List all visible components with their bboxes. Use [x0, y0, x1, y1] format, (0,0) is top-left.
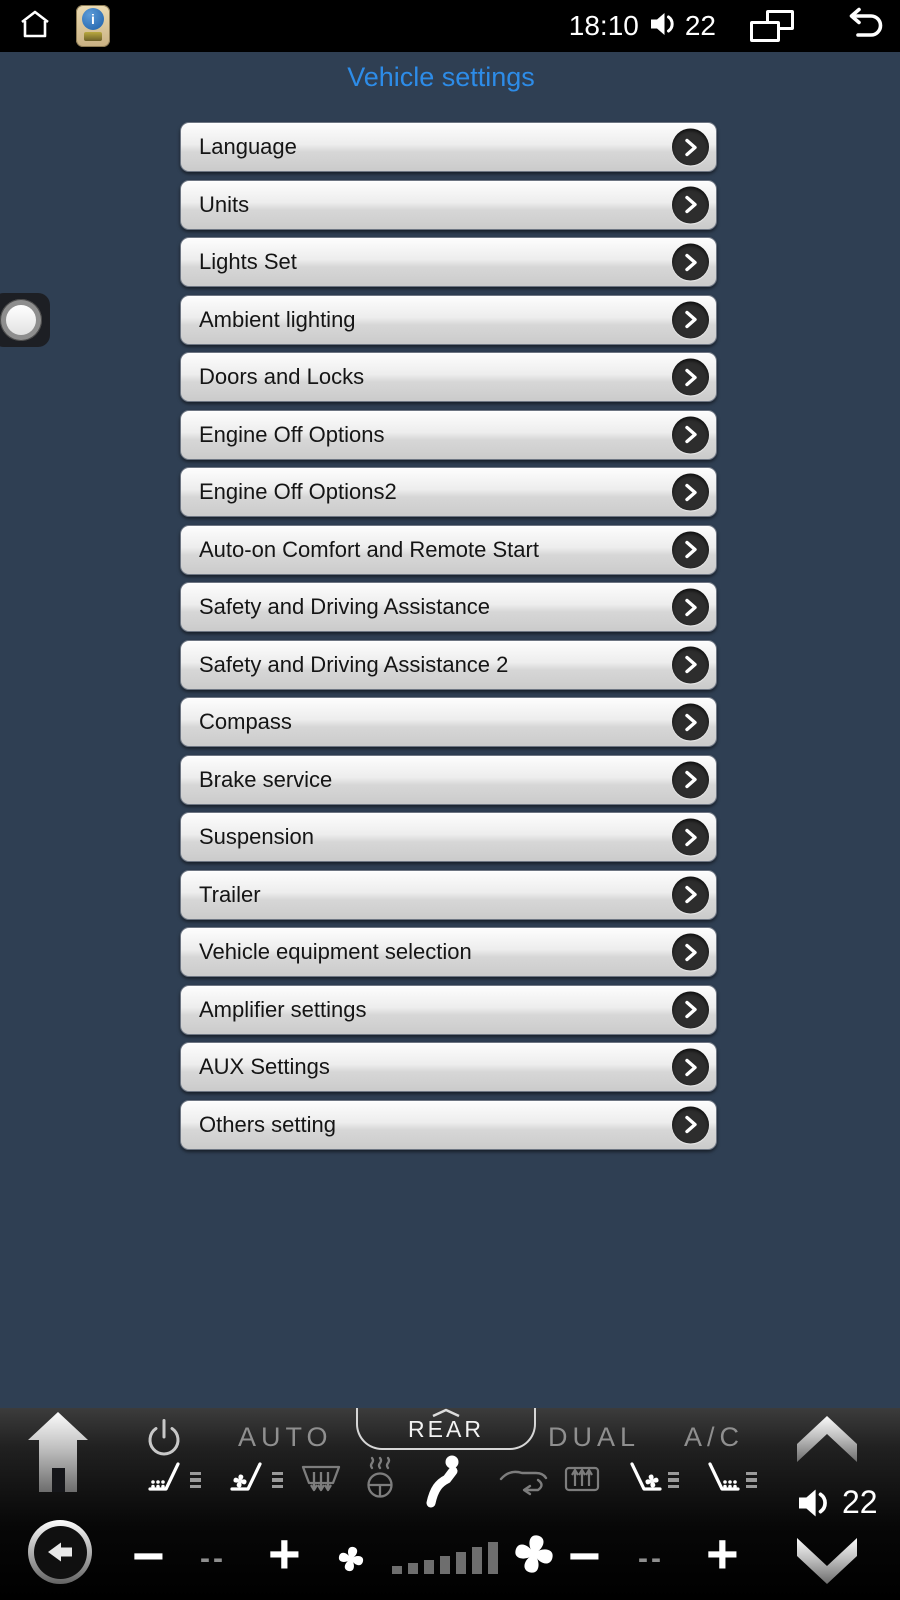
- menu-item[interactable]: [180, 352, 717, 402]
- menu-item[interactable]: [180, 927, 717, 977]
- menu-item[interactable]: [180, 755, 717, 805]
- app-icon-car: [84, 32, 102, 41]
- chevron-right-icon: [672, 416, 709, 453]
- menu-item[interactable]: [180, 1100, 717, 1150]
- front-defrost-button[interactable]: [298, 1464, 344, 1501]
- passenger-temp-down-button[interactable]: −: [568, 1524, 601, 1587]
- menu-item-label: AUX Settings: [199, 1054, 330, 1079]
- menu-item[interactable]: [180, 640, 717, 690]
- menu-item[interactable]: [180, 1042, 717, 1092]
- passenger-vent-level: [668, 1472, 679, 1489]
- recirculation-button[interactable]: [498, 1466, 550, 1503]
- fan-speed-bars: [392, 1534, 498, 1574]
- home-icon[interactable]: [18, 9, 52, 44]
- chevron-right-icon: [672, 359, 709, 396]
- passenger-seat-vent-button[interactable]: [624, 1462, 679, 1498]
- status-bar: [0, 0, 900, 52]
- driver-seat-vent-button[interactable]: [228, 1462, 283, 1498]
- back-button[interactable]: [28, 1520, 92, 1584]
- menu-item[interactable]: [180, 870, 717, 920]
- driver-temp-down-button[interactable]: −: [132, 1524, 165, 1587]
- menu-item-label: Safety and Driving Assistance 2: [199, 651, 509, 677]
- driver-vent-level: [272, 1472, 283, 1489]
- arrow-left-icon: [44, 1537, 76, 1567]
- settings-menu: [180, 122, 717, 1157]
- speaker-icon: [649, 11, 679, 42]
- fan-high-icon[interactable]: [514, 1534, 554, 1579]
- speaker-icon: [796, 1487, 834, 1519]
- chevron-right-icon: [672, 819, 709, 856]
- back-icon[interactable]: [838, 6, 884, 47]
- driver-seat-heat-button[interactable]: [146, 1462, 201, 1498]
- steering-heat-button[interactable]: [360, 1456, 400, 1505]
- chevron-right-icon: [672, 474, 709, 511]
- rear-button[interactable]: [356, 1408, 536, 1450]
- menu-item[interactable]: [180, 582, 717, 632]
- menu-item-label: Brake service: [199, 766, 333, 792]
- chevron-down-button[interactable]: [794, 1532, 860, 1595]
- menu-item-label: Compass: [199, 709, 292, 734]
- status-volume-value: 22: [684, 10, 716, 41]
- chevron-right-icon: [672, 704, 709, 741]
- menu-item-label: Auto-on Comfort and Remote Start: [199, 536, 539, 562]
- assist-ring: [0, 299, 42, 341]
- volume-indicator: [796, 1484, 878, 1521]
- assist-core: [6, 305, 36, 335]
- status-bar-right: [569, 6, 884, 47]
- chevron-right-icon: [672, 244, 709, 281]
- dual-button[interactable]: DUAL: [548, 1422, 641, 1452]
- volume-value: 22: [842, 1484, 878, 1520]
- menu-item-label: Engine Off Options: [199, 421, 385, 447]
- menu-item-label: Others setting: [199, 1111, 336, 1137]
- menu-item[interactable]: [180, 985, 717, 1035]
- chevron-right-icon: [672, 531, 709, 568]
- auto-button[interactable]: AUTO: [238, 1422, 333, 1452]
- chevron-right-icon: [672, 876, 709, 913]
- menu-item[interactable]: [180, 122, 717, 172]
- chevron-right-icon: [672, 589, 709, 626]
- vehicle-info-app-icon[interactable]: [76, 5, 110, 47]
- chevron-right-icon: [672, 186, 709, 223]
- menu-item-label: Suspension: [199, 824, 314, 849]
- recent-apps-icon[interactable]: [750, 10, 794, 42]
- page-title: Vehicle settings: [347, 62, 535, 92]
- driver-temp-display: --: [200, 1542, 226, 1575]
- vent-direction-face-button[interactable]: [424, 1452, 466, 1513]
- chevron-right-icon: [672, 301, 709, 338]
- passenger-seat-heat-button[interactable]: [702, 1462, 757, 1498]
- menu-item[interactable]: [180, 410, 717, 460]
- passenger-temp-up-button[interactable]: +: [706, 1522, 739, 1585]
- chevron-right-icon: [672, 129, 709, 166]
- passenger-heat-level: [746, 1472, 757, 1489]
- floating-assist-button[interactable]: [0, 293, 50, 347]
- menu-item-label: Units: [199, 191, 250, 217]
- menu-item[interactable]: [180, 237, 717, 287]
- chevron-right-icon: [672, 1049, 709, 1086]
- menu-item[interactable]: [180, 812, 717, 862]
- rear-defrost-button[interactable]: [562, 1462, 602, 1501]
- menu-item-label: Vehicle equipment selection: [199, 939, 472, 964]
- menu-item[interactable]: [180, 697, 717, 747]
- home-button[interactable]: [26, 1410, 90, 1501]
- info-glyph: i: [82, 8, 104, 30]
- fan-low-icon[interactable]: [338, 1546, 364, 1577]
- menu-item-label: Trailer: [199, 881, 261, 907]
- menu-item[interactable]: [180, 295, 717, 345]
- driver-heat-level: [190, 1472, 201, 1489]
- chevron-right-icon: [672, 646, 709, 683]
- driver-temp-up-button[interactable]: +: [268, 1522, 301, 1585]
- chevron-right-icon: [672, 934, 709, 971]
- chevron-right-icon: [672, 1106, 709, 1143]
- climate-bar: [0, 1408, 900, 1600]
- chevron-right-icon: [672, 991, 709, 1028]
- menu-item-label: Doors and Locks: [199, 364, 365, 389]
- chevron-right-icon: [672, 761, 709, 798]
- chevron-up-button[interactable]: [794, 1410, 860, 1473]
- menu-item-label: Safety and Driving Assistance: [199, 594, 491, 619]
- clock: 18:10: [568, 10, 639, 41]
- menu-item-label: Engine Off Options2: [199, 479, 397, 504]
- menu-item-label: Amplifier settings: [199, 996, 367, 1022]
- menu-item[interactable]: [180, 180, 717, 230]
- menu-item-label: Ambient lighting: [199, 306, 356, 332]
- rear-label: REAR: [408, 1416, 484, 1442]
- menu-item[interactable]: [180, 525, 717, 575]
- ac-button[interactable]: A/C: [684, 1422, 745, 1452]
- power-button[interactable]: [142, 1418, 186, 1467]
- menu-item-label: Language: [199, 134, 297, 159]
- menu-item-label: Lights Set: [199, 249, 297, 274]
- passenger-temp-display: --: [638, 1542, 664, 1575]
- menu-item[interactable]: [180, 467, 717, 517]
